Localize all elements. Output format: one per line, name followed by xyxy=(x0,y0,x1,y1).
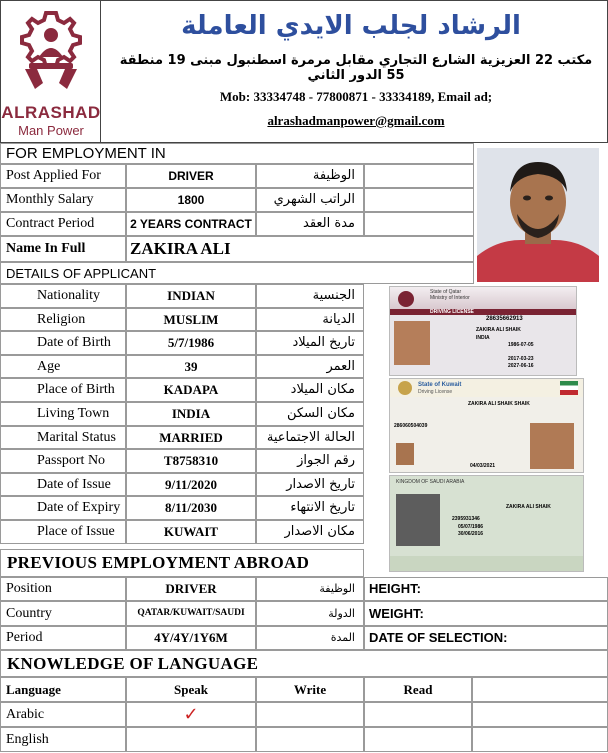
name-value: ZAKIRA ALI xyxy=(126,236,474,262)
qatar-issue: 2017-03-23 xyxy=(508,356,534,362)
english-read xyxy=(364,727,472,752)
section-language-title: KNOWLEDGE OF LANGUAGE xyxy=(0,650,608,677)
applicant-row-label: Place of Birth xyxy=(0,378,126,402)
previous-row-right: WEIGHT: xyxy=(364,601,608,626)
kuwait-date: 04/03/2021 xyxy=(470,463,496,469)
applicant-row-label-ar: الديانة xyxy=(256,308,364,331)
empty-cell xyxy=(472,702,608,727)
salary-value: 1800 xyxy=(126,188,256,212)
salary-label: Monthly Salary xyxy=(0,188,126,212)
applicant-row-value: INDIA xyxy=(126,402,256,426)
section-applicant-title: DETAILS OF APPLICANT xyxy=(0,262,474,284)
post-label-ar: الوظيفة xyxy=(256,164,364,188)
english-write xyxy=(256,727,364,752)
company-address: مكتب 22 العزيزية الشارع التجاري مقابل مرمرة اسطنبول مبنى 19 منطقة 55 الدور الثاني xyxy=(119,53,593,83)
saudi-title: KINGDOM OF SAUDI ARABIA xyxy=(396,479,465,485)
previous-row-value: 4Y/4Y/1Y6M xyxy=(126,626,256,650)
logo-name: ALRASHAD xyxy=(1,103,101,122)
saudi-name: ZAKIRA ALI SHAIK xyxy=(506,504,551,510)
previous-row-label: Country xyxy=(0,601,126,626)
letterhead xyxy=(0,0,608,143)
english-speak xyxy=(126,727,256,752)
previous-row-right: DATE OF SELECTION: xyxy=(364,626,608,650)
applicant-row-label-ar: تاريخ الاصدار xyxy=(256,473,364,496)
empty-cell xyxy=(472,677,608,702)
applicant-row-label-ar: الجنسية xyxy=(256,284,364,308)
empty-cell xyxy=(472,727,608,752)
qatar-ministry: Ministry of Interior xyxy=(430,295,470,301)
contract-value: 2 YEARS CONTRACT xyxy=(126,212,256,236)
applicant-row-label: Living Town xyxy=(0,402,126,426)
applicant-row-value: 8/11/2030 xyxy=(126,496,256,520)
section-employment-title: FOR EMPLOYMENT IN xyxy=(0,143,474,164)
previous-row-value: QATAR/KUWAIT/SAUDI xyxy=(126,601,256,626)
previous-row-label: Position xyxy=(0,577,126,601)
kuwait-number: 286060504039 xyxy=(394,423,428,429)
applicant-row-value: KUWAIT xyxy=(126,520,256,544)
arabic-speak-check-icon: ✓ xyxy=(126,702,256,727)
applicant-row-label-ar: العمر xyxy=(256,355,364,378)
saudi-number: 2395931346 xyxy=(452,516,480,522)
saudi-dob: 05/07/1986 xyxy=(458,524,484,530)
applicant-row-label-ar: تاريخ الانتهاء xyxy=(256,496,364,520)
lang-arabic: Arabic xyxy=(0,702,126,727)
empty-cell xyxy=(364,164,474,188)
company-title: الرشاد لجلب الايدي العاملة xyxy=(181,11,521,41)
post-label: Post Applied For xyxy=(0,164,126,188)
logo-subtitle: Man Power xyxy=(18,123,84,138)
previous-row-label-ar: الوظيفة xyxy=(256,577,364,601)
kuwait-name: ZAKIRA ALI SHAIK SHAIK xyxy=(468,401,530,407)
saudi-exp: 30/06/2016 xyxy=(458,531,484,537)
qatar-type: DRIVING LICENSE xyxy=(430,309,474,315)
salary-label-ar: الراتب الشهري xyxy=(256,188,364,212)
saudi-driving-license xyxy=(389,475,584,572)
gear-person-icon xyxy=(15,9,87,99)
section-previous-title: PREVIOUS EMPLOYMENT ABROAD xyxy=(0,549,364,577)
lang-header-speak: Speak xyxy=(126,677,256,702)
kuwait-emblem-icon xyxy=(398,381,412,395)
applicant-row-label: Date of Issue xyxy=(0,473,126,496)
applicant-row-label: Date of Birth xyxy=(0,331,126,355)
company-logo xyxy=(1,1,101,144)
qatar-emblem-icon xyxy=(398,291,414,307)
qatar-nat: INDIA xyxy=(476,335,490,341)
kuwait-title: State of Kuwait xyxy=(418,382,462,388)
applicant-row-value: 5/7/1986 xyxy=(126,331,256,355)
lang-english: English xyxy=(0,727,126,752)
applicant-row-label-ar: تاريخ الميلاد xyxy=(256,331,364,355)
applicant-row-label: Age xyxy=(0,355,126,378)
empty-cell xyxy=(364,188,474,212)
applicant-row-label-ar: رقم الجواز xyxy=(256,449,364,473)
contract-label: Contract Period xyxy=(0,212,126,236)
applicant-photo xyxy=(477,148,599,282)
arabic-read xyxy=(364,702,472,727)
contract-label-ar: مدة العقد xyxy=(256,212,364,236)
qatar-driving-license xyxy=(389,286,577,376)
applicant-row-label-ar: مكان الميلاد xyxy=(256,378,364,402)
qatar-dob: 1986-07-05 xyxy=(508,342,534,348)
lang-header-write: Write xyxy=(256,677,364,702)
empty-cell xyxy=(364,212,474,236)
qatar-validity: 2027-06-16 xyxy=(508,363,534,369)
qatar-title: State of Qatar xyxy=(430,289,462,295)
applicant-row-label-ar: مكان السكن xyxy=(256,402,364,426)
kuwait-type: Driving License xyxy=(418,389,453,395)
qatar-number: 28635662913 xyxy=(486,316,523,322)
applicant-row-label: Place of Issue xyxy=(0,520,126,544)
applicant-row-label: Religion xyxy=(0,308,126,331)
applicant-row-value: KADAPA xyxy=(126,378,256,402)
lang-header-read: Read xyxy=(364,677,472,702)
applicant-row-value: INDIAN xyxy=(126,284,256,308)
applicant-row-label: Passport No xyxy=(0,449,126,473)
kuwait-driving-license xyxy=(389,378,584,473)
applicant-row-value: MARRIED xyxy=(126,426,256,449)
arabic-write xyxy=(256,702,364,727)
applicant-row-label: Nationality xyxy=(0,284,126,308)
previous-row-label: Period xyxy=(0,626,126,650)
name-label: Name In Full xyxy=(0,236,126,262)
previous-row-label-ar: المدة xyxy=(256,626,364,650)
applicant-row-label: Marital Status xyxy=(0,426,126,449)
applicant-row-label: Date of Expiry xyxy=(0,496,126,520)
company-phone: Mob: 33334748 - 77800871 - 33334189, Email ad; xyxy=(219,89,493,104)
lang-header-language: Language xyxy=(0,677,126,702)
applicant-row-value: 39 xyxy=(126,355,256,378)
applicant-row-value: MUSLIM xyxy=(126,308,256,331)
company-email: alrashadmanpower@gmail.com xyxy=(267,113,445,128)
applicant-row-value: T8758310 xyxy=(126,449,256,473)
previous-row-label-ar: الدولة xyxy=(256,601,364,626)
applicant-row-label-ar: الحالة الاجتماعية xyxy=(256,426,364,449)
applicant-row-value: 9/11/2020 xyxy=(126,473,256,496)
qatar-name: ZAKIRA ALI SHAIK xyxy=(476,327,521,333)
previous-row-right: HEIGHT: xyxy=(364,577,608,601)
applicant-row-label-ar: مكان الاصدار xyxy=(256,520,364,544)
post-value: DRIVER xyxy=(126,164,256,188)
previous-row-value: DRIVER xyxy=(126,577,256,601)
